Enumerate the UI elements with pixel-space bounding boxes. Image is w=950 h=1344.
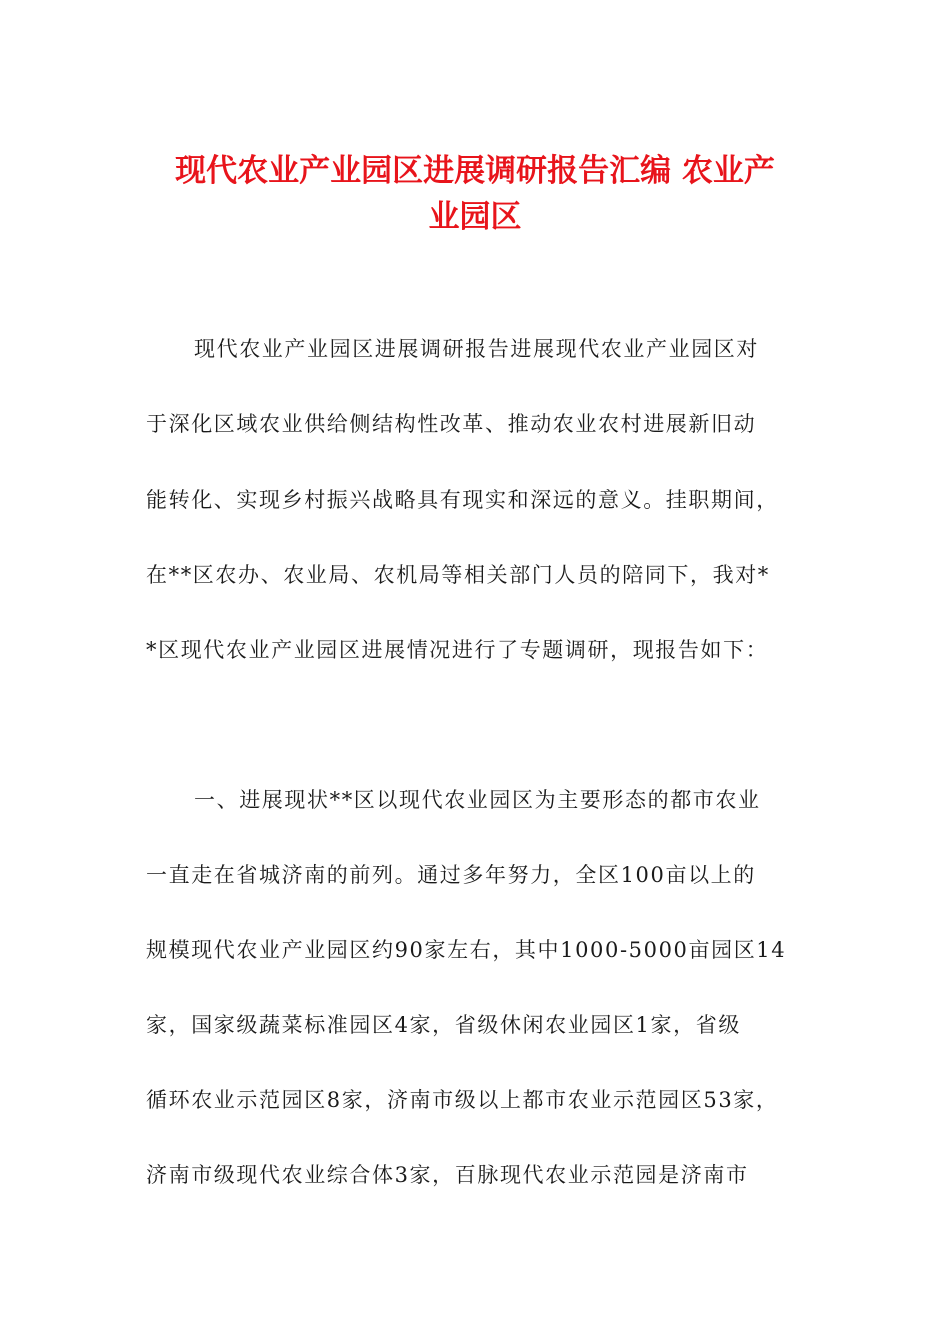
paragraph-line: 家，国家级蔬菜标准园区4家，省级休闲农业园区1家，省级: [146, 1013, 741, 1037]
paragraph-line: 循环农业示范园区8家，济南市级以上都市农业示范园区53家，: [146, 1088, 779, 1112]
paragraph-line: *区现代农业产业园区进展情况进行了专题调研，现报告如下：: [146, 638, 769, 662]
paragraph-line: 于深化区域农业供给侧结构性改革、推动农业农村进展新旧动: [146, 412, 757, 436]
document-title-line-1: 现代农业产业园区进展调研报告汇编 农业产: [175, 153, 775, 189]
paragraph-line: 能转化、实现乡村振兴战略具有现实和深远的意义。挂职期间，: [146, 488, 779, 512]
paragraph-line: 在**区农办、农业局、农机局等相关部门人员的陪同下，我对*: [146, 563, 770, 587]
paragraph-line: 一、进展现状**区以现代农业园区为主要形态的都市农业: [194, 788, 761, 812]
document-title-line-2: 业园区: [428, 199, 522, 235]
paragraph-line: 一直走在省城济南的前列。通过多年努力，全区100亩以上的: [146, 863, 756, 887]
paragraph-line: 济南市级现代农业综合体3家，百脉现代农业示范园是济南市: [146, 1163, 749, 1187]
paragraph-line: 现代农业产业园区进展调研报告进展现代农业产业园区对: [194, 337, 759, 361]
paragraph-line: 规模现代农业产业园区约90家左右，其中1000-5000亩园区14: [146, 938, 787, 962]
